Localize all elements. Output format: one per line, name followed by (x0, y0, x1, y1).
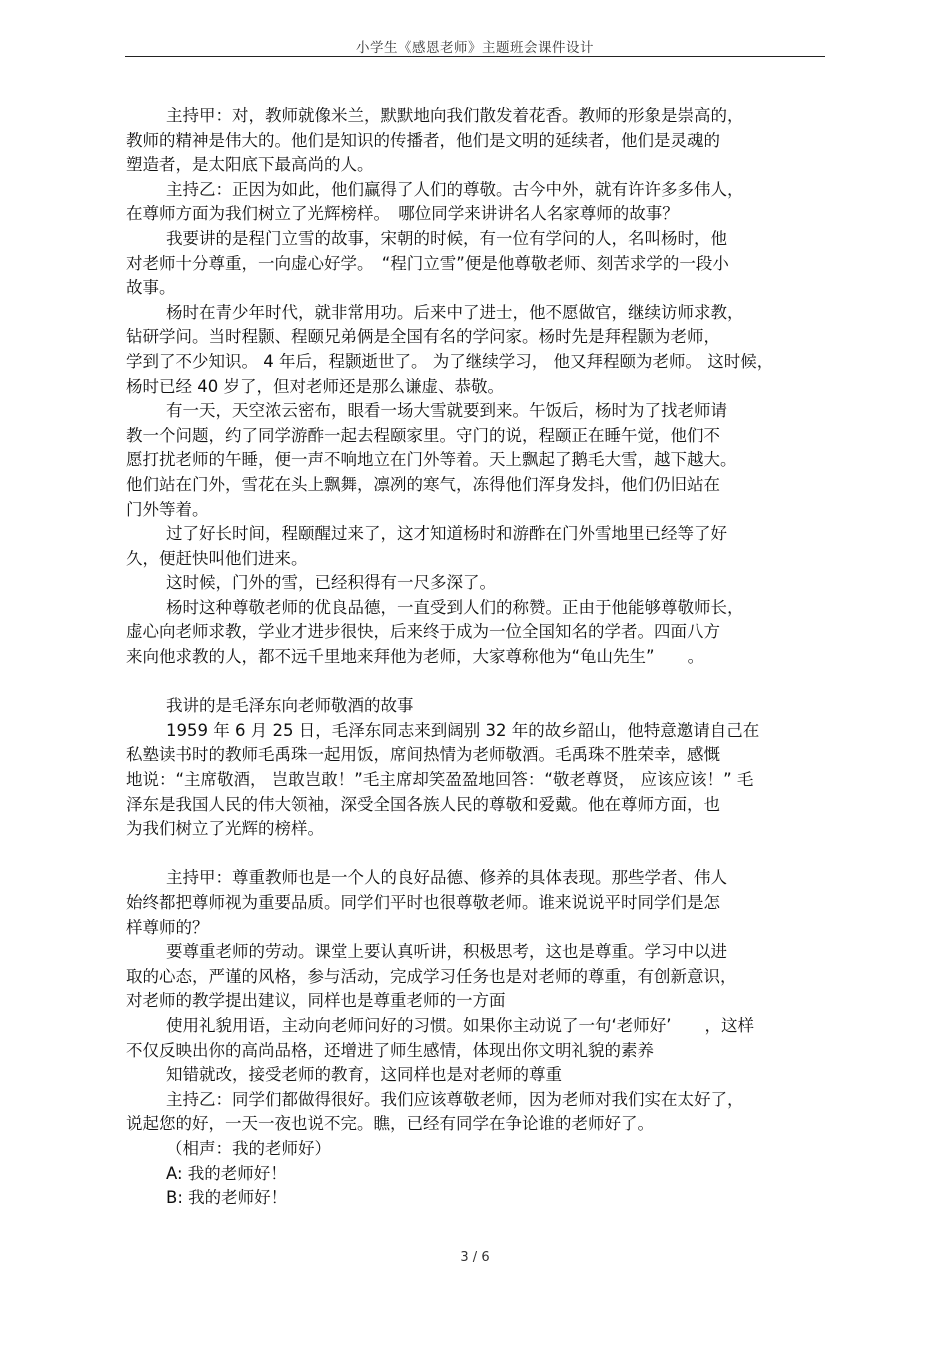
text-line: 使用礼貌用语，主动向老师问好的习惯。如果你主动说了一句‘老师好’ ，这样 (166, 1015, 754, 1035)
text-line: 教一个问题，约了同学游酢一起去程颐家里。守门的说，程颐正在睡午觉，他们不 (126, 425, 720, 445)
text-line: A: 我的老师好！ (166, 1163, 287, 1183)
text-line: 塑造者，是太阳底下最高尚的人。 (126, 155, 374, 175)
text-line: 学到了不少知识。 4 年后，程颢逝世了。 为了继续学习， 他又拜程颐为老师。 这时候， (126, 351, 774, 371)
text-line: 地说：“主席敬酒， 岂敢岂敢！”毛主席却笑盈盈地回答：“敬老尊贤， 应该应该！” 毛 (126, 770, 754, 790)
text-line: B: 我的老师好！ (166, 1188, 288, 1208)
text-line: 对老师十分尊重，一向虚心好学。 “程门立雪”便是他尊敬老师、刻苦求学的一段小 (126, 253, 729, 273)
text-line: （相声：我的老师好） (166, 1138, 331, 1158)
text-line: 杨时已经 40 岁了，但对老师还是那么谦虚、恭敬。 (126, 376, 504, 396)
text-line: 主持乙：正因为如此，他们赢得了人们的尊敬。古今中外，就有许许多多伟人， (166, 179, 744, 199)
text-line: 说起您的好，一天一夜也说不完。瞧，已经有同学在争论谁的老师好了。 (126, 1114, 654, 1134)
text-line: 主持乙：同学们都做得很好。我们应该尊敬老师，因为老师对我们实在太好了， (166, 1089, 744, 1109)
text-line: 泽东是我国人民的伟大领袖，深受全国各族人民的尊敬和爱戴。他在尊师方面，也 (126, 794, 720, 814)
text-line: 过了好长时间，程颐醒过来了，这才知道杨时和游酢在门外雪地里已经等了好 (166, 524, 727, 544)
text-line: 我讲的是毛泽东向老师敬酒的故事 (166, 696, 414, 716)
text-line: 虚心向老师求教，学业才进步很快，后来终于成为一位全国知名的学者。四面八方 (126, 622, 720, 642)
text-line: 门外等着。 (126, 499, 209, 519)
text-line: 这时候，门外的雪，已经积得有一尺多深了。 (166, 573, 496, 593)
text-line: 为我们树立了光辉的榜样。 (126, 819, 324, 839)
text-line: 知错就改，接受老师的教育，这同样也是对老师的尊重 (166, 1065, 562, 1085)
text-line: 愿打扰老师的午睡，便一声不响地立在门外等着。天上飘起了鹅毛大雪，越下越大。 (126, 450, 737, 470)
text-line: 他们站在门外，雪花在头上飘舞，凛冽的寒气，冻得他们浑身发抖，他们仍旧站在 (126, 474, 720, 494)
text-line: 不仅反映出你的高尚品格，还增进了师生感情，体现出你文明礼貌的素养 (126, 1040, 654, 1060)
text-line: 久，便赶快叫他们进来。 (126, 548, 308, 568)
text-line: 1959 年 6 月 25 日，毛泽东同志来到阔别 32 年的故乡韶山，他特意邀请自己在 (166, 720, 760, 740)
page-number: 3 / 6 (460, 1250, 490, 1265)
header-divider (125, 56, 825, 57)
blank-line (126, 670, 828, 695)
text-line: 杨时在青少年时代，就非常用功。后来中了进士，他不愿做官，继续访师求教， (166, 302, 744, 322)
text-line: 有一天，天空浓云密布，眼看一场大雪就要到来。午饭后，杨时为了找老师请 (166, 401, 727, 421)
text-line: 私塾读书时的教师毛禹珠一起用饭，席间热情为老师敬酒。毛禹珠不胜荣幸，感慨 (126, 745, 720, 765)
text-line: 样尊师的？ (126, 917, 209, 937)
page-header-title: 小学生《感恩老师》主题班会课件设计 (356, 40, 594, 56)
text-line: 钻研学问。当时程颢、程颐兄弟俩是全国有名的学问家。杨时先是拜程颢为老师， (126, 327, 720, 347)
text-line: 来向他求教的人，都不远千里地来拜他为老师，大家尊称他为“龟山先生” 。 (126, 647, 705, 667)
text-line: 教师的精神是伟大的。他们是知识的传播者，他们是文明的延续者，他们是灵魂的 (126, 130, 720, 150)
text-line: 在尊师方面为我们树立了光辉榜样。 哪位同学来讲讲名人名家尊师的故事？ (126, 204, 679, 224)
text-line: 主持甲：对，教师就像米兰，默默地向我们散发着花香。教师的形象是崇高的， (166, 106, 744, 125)
text-line: 我要讲的是程门立雪的故事，宋朝的时候，有一位有学问的人，名叫杨时，他 (166, 228, 727, 248)
text-line: 始终都把尊师视为重要品质。同学们平时也很尊敬老师。谁来说说平时同学们是怎 (126, 893, 720, 912)
text-line: 对老师的教学提出建议，同样也是尊重老师的一方面 (126, 991, 506, 1011)
blank-line (126, 842, 828, 867)
text-line: 取的心态，严谨的风格，参与活动，完成学习任务也是对老师的尊重，有创新意识， (126, 966, 737, 986)
text-line: 主持甲：尊重教师也是一个人的良好品德、修养的具体表现。那些学者、伟人 (166, 868, 727, 888)
text-line: 杨时这种尊敬老师的优良品德，一直受到人们的称赞。正由于他能够尊敬师长， (166, 597, 744, 617)
text-line: 故事。 (126, 278, 176, 298)
document-body (126, 104, 828, 1211)
text-line: 要尊重老师的劳动。课堂上要认真听讲，积极思考，这也是尊重。学习中以进 (166, 942, 727, 962)
